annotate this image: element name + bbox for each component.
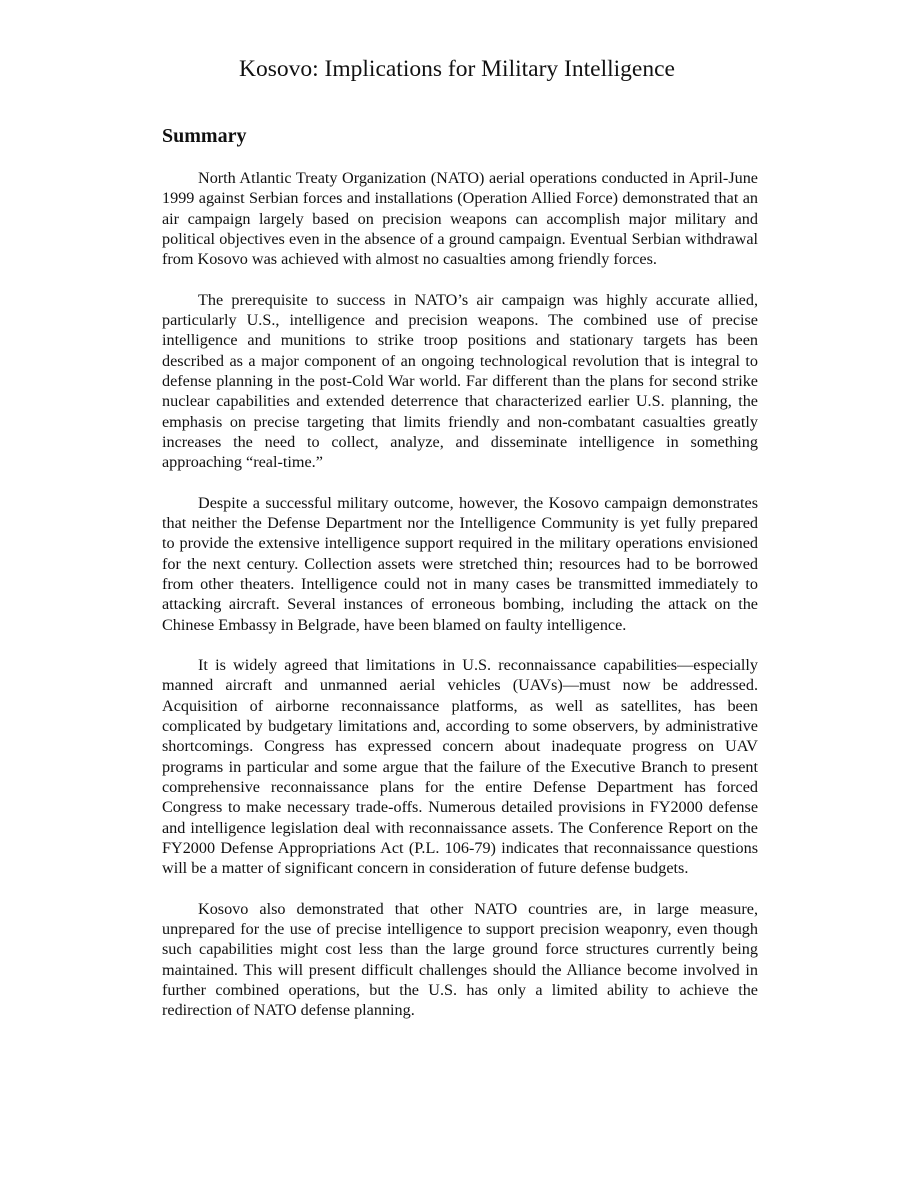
- document-title: Kosovo: Implications for Military Intelligence: [239, 56, 675, 82]
- paragraph-2: The prerequisite to success in NATO’s air campaign was highly accurate allied, particularly U.S., intelligence and precision weapons. The combined use of precise intelligence and munitions to strike troop positions and stationary targets has been described as a major component of an ongoing technological revolution that is integral to defense planning in the post-Cold War world. Far different than the plans for second strike nuclear capabilities and extended deterrence that characterized earlier U.S. planning, the emphasis on precise targeting that limits friendly and non-combatant casualties greatly increases the need to collect, analyze, and disseminate intelligence in something approaching “real-time.”: [162, 290, 758, 472]
- paragraph-3: Despite a successful military outcome, however, the Kosovo campaign demonstrates that neither the Defense Department nor the Intelligence Community is yet fully prepared to provide the extensive intelligence support required in the military operations envisioned for the next century. Collection assets were stretched thin; resources had to be borrowed from other theaters. Intelligence could not in many cases be transmitted immediately to attacking aircraft. Several instances of erroneous bombing, including the attack on the Chinese Embassy in Belgrade, have been blamed on faulty intelligence.: [162, 493, 758, 634]
- paragraph-4: It is widely agreed that limitations in U.S. reconnaissance capabilities—especially manned aircraft and unmanned aerial vehicles (UAVs)—must now be addressed. Acquisition of airborne reconnaissance platforms, as well as satellites, has been complicated by budgetary limitations and, according to some observers, by administrative shortcomings. Congress has expressed concern about inadequate progress on UAV programs in particular and some argue that the failure of the Executive Branch to present comprehensive reconnaissance plans for the entire Defense Department has forced Congress to make necessary trade-offs. Numerous detailed provisions in FY2000 defense and intelligence legislation deal with reconnaissance assets. The Conference Report on the FY2000 Defense Appropriations Act (P.L. 106-79) indicates that reconnaissance questions will be a matter of significant concern in consideration of future defense budgets.: [162, 656, 758, 878]
- section-heading-summary: Summary: [162, 125, 247, 147]
- summary-body: [162, 168, 758, 1041]
- paragraph-5: Kosovo also demonstrated that other NATO countries are, in large measure, unprepared for the use of precise intelligence to support precision weaponry, even though such capabilities might cost less than the large ground force structures currently being maintained. This will present difficult challenges should the Alliance become involved in further combined operations, but the U.S. has only a limited ability to achieve the redirection of NATO defense planning.: [162, 899, 758, 1020]
- paragraph-1: North Atlantic Treaty Organization (NATO) aerial operations conducted in April-June 1999 against Serbian forces and installations (Operation Allied Force) demonstrated that an air campaign largely based on precision weapons can accomplish major military and political objectives even in the absence of a ground campaign. Eventual Serbian withdrawal from Kosovo was achieved with almost no casualties among friendly forces.: [162, 169, 758, 269]
